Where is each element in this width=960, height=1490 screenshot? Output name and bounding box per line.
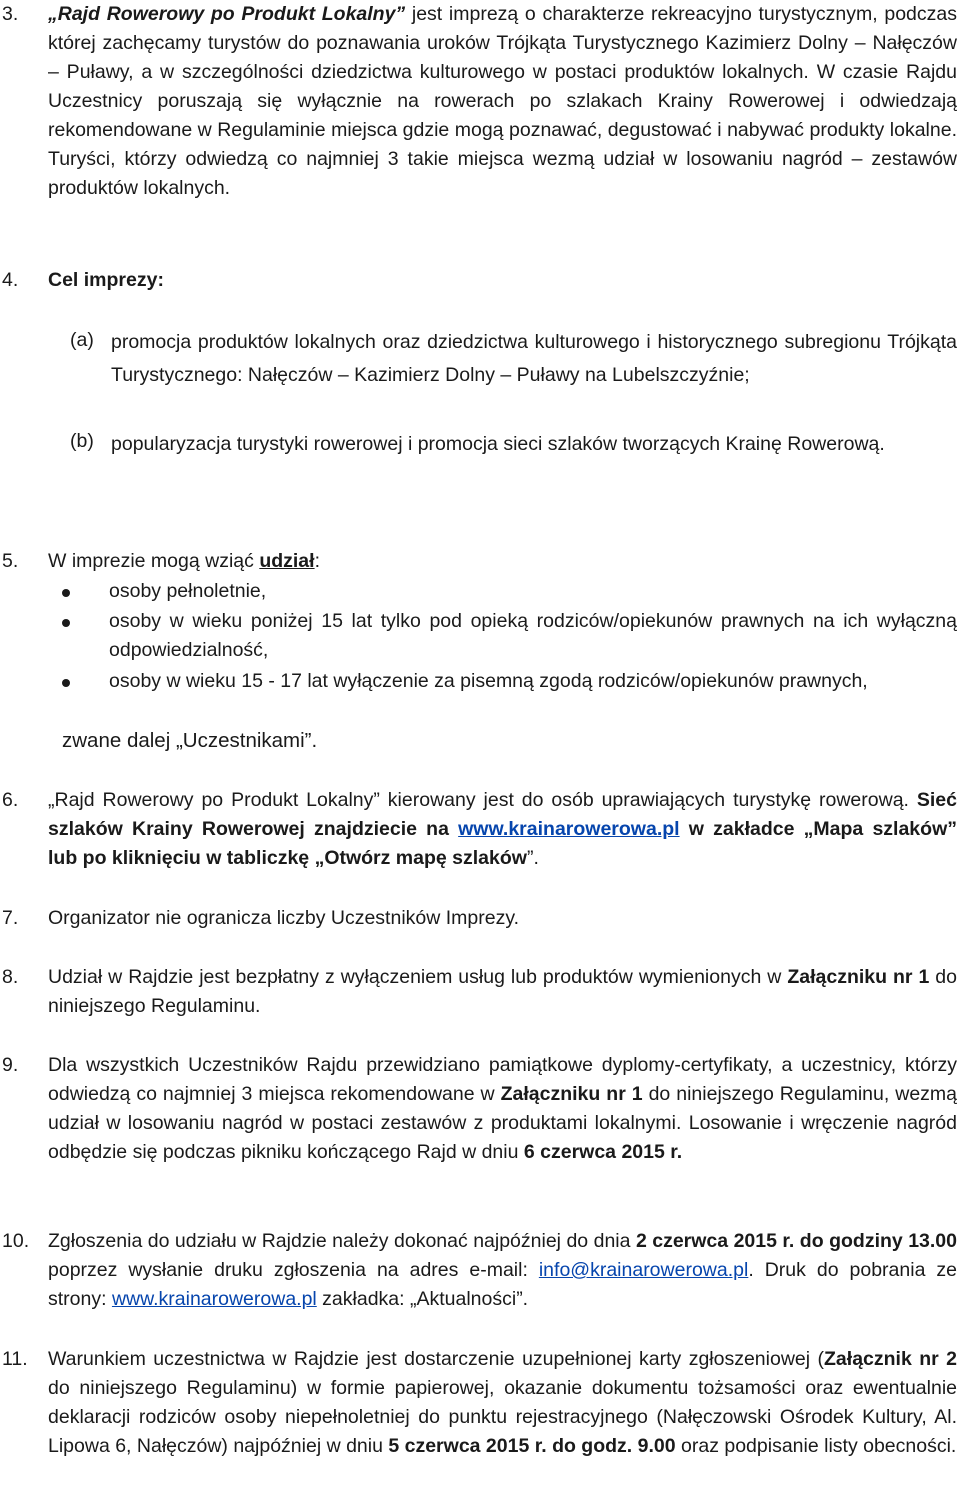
goal-b-text: popularyzacja turystyki rowerowej i promocja sieci szlaków tworzących Krainę Rowerową. xyxy=(111,433,885,455)
bullet-icon xyxy=(62,679,70,687)
paragraph-number: 6. xyxy=(2,789,19,811)
paragraph-body: W imprezie mogą wziąć udział: xyxy=(48,550,320,572)
paragraph-4 xyxy=(0,266,957,295)
paragraph-body: Zgłoszenia do udziału w Rajdzie należy dokonać najpóźniej do dnia 2 czerwca 2015 r. do godziny 13.00 poprzez wysłanie druku zgłoszenia na adres e-mail: info@krainarowerowa.pl. Druk do pobrania ze strony: www.krainarowerowa.pl zakładka: „Aktualności”. xyxy=(48,1230,957,1310)
goal-b xyxy=(70,427,957,462)
list-item: osoby w wieku 15 - 17 lat wyłączenie za pisemną zgodą rodziców/opiekunów prawnych, xyxy=(62,667,957,696)
paragraph-body: „Rajd Rowerowy po Produkt Lokalny” kierowany jest do osób uprawiających turystykę rowerową. Sieć szlaków Krainy Rowerowej znajdziecie na www.krainarowerowa.pl w zakładce „Mapa szlaków” lub po kliknięciu w tabliczkę „Otwórz mapę szlaków”. xyxy=(48,789,957,869)
paragraph-number: 9. xyxy=(2,1054,19,1076)
paragraph-number: 5. xyxy=(2,550,19,572)
goal-a-text: promocja produktów lokalnych oraz dziedzictwa kulturowego i historycznego subregionu Trójkąta Turystycznego: Nałęczów – Kazimierz Dolny – Puławy na Lubelszczyźnie; xyxy=(111,331,957,386)
paragraph-number: 8. xyxy=(2,966,19,988)
goal-b-label: (b) xyxy=(70,430,94,452)
paragraph-body: Warunkiem uczestnictwa w Rajdzie jest dostarczenie uzupełnionej karty zgłoszeniowej (Załącznik nr 2 do niniejszego Regulaminu) w formie papierowej, okazanie dokumentu tożsamości oraz ewentualnie deklaracji rodziców osoby niepełnoletniej do punktu rejestracyjnego (Nałęczowski Ośrodek Kultury, Al. Lipowa 6, Nałęczów) najpóźniej w dniu 5 czerwca 2015 r. do godz. 9.00 oraz podpisanie listy obecności. xyxy=(48,1348,957,1457)
paragraph-9 xyxy=(0,1051,957,1167)
email-link[interactable]: info@krainarowerowa.pl xyxy=(538,1259,749,1281)
paragraph-7 xyxy=(0,904,957,933)
paragraph-10 xyxy=(0,1227,957,1314)
website-link[interactable]: www.krainarowerowa.pl xyxy=(111,1288,317,1310)
paragraph-11 xyxy=(0,1345,957,1461)
list-item: osoby pełnoletnie, xyxy=(62,577,957,606)
website-link[interactable]: www.krainarowerowa.pl xyxy=(458,818,680,840)
paragraph-number: 4. xyxy=(2,269,19,291)
paragraph-body: Dla wszystkich Uczestników Rajdu przewidziano pamiątkowe dyplomy-certyfikaty, a uczestnicy, którzy odwiedzą co najmniej 3 miejsca rekomendowane w Załączniku nr 1 do niniejszego Regulaminu, wezmą udział w losowaniu nagród w postaci zestawów z produktami lokalnymi. Losowanie i wręczenie nagród odbędzie się podczas pikniku kończącego Rajd w dniu 6 czerwca 2015 r. xyxy=(48,1054,957,1163)
paragraph-number: 11. xyxy=(2,1348,28,1370)
event-title: „Rajd Rowerowy po Produkt Lokalny” xyxy=(48,3,406,25)
bullet-icon xyxy=(62,589,70,597)
paragraph-6 xyxy=(0,786,957,873)
paragraph-8 xyxy=(0,963,957,1021)
paragraph-number: 7. xyxy=(2,907,19,929)
paragraph-5 xyxy=(0,547,957,576)
paragraph-3 xyxy=(0,0,957,203)
goal-a-label: (a) xyxy=(70,329,94,351)
paragraph-number: 3. xyxy=(2,3,19,25)
paragraph-body: Organizator nie ogranicza liczby Uczestników Imprezy. xyxy=(48,907,520,929)
paragraph-number: 10. xyxy=(2,1230,30,1252)
paragraph-body: Udział w Rajdzie jest bezpłatny z wyłączeniem usług lub produktów wymienionych w Załączniku nr 1 do niniejszego Regulaminu. xyxy=(48,966,957,1017)
goal-a xyxy=(70,326,957,392)
list-item: osoby w wieku poniżej 15 lat tylko pod opieką rodziców/opiekunów prawnych na ich wyłączną odpowiedzialność, xyxy=(62,607,957,665)
participants-note: zwane dalej „Uczestnikami”. xyxy=(62,729,318,752)
paragraph-text: jest imprezą o charakterze rekreacyjno turystycznym, podczas której zachęcamy turystów do poznawania uroków Trójkąta Turystycznego Kazimierz Dolny – Nałęczów – Puławy, a w szczególności dziedzictwa kulturowego w postaci produktów lokalnych. W czasie Rajdu Uczestnicy poruszają się wyłącznie na rowerach po szlakach Krainy Rowerowej i odwiedzają rekomendowane w Regulaminie miejsca gdzie mogą poznawać, degustować i nabywać produkty lokalne. Turyści, którzy odwiedzą co najmniej 3 takie miejsca wezmą udział w losowaniu nagród – zestawów produktów lokalnych. xyxy=(48,3,957,199)
section-heading: Cel imprezy: xyxy=(48,269,164,291)
paragraph-body xyxy=(48,0,957,203)
bullet-icon xyxy=(62,619,70,627)
